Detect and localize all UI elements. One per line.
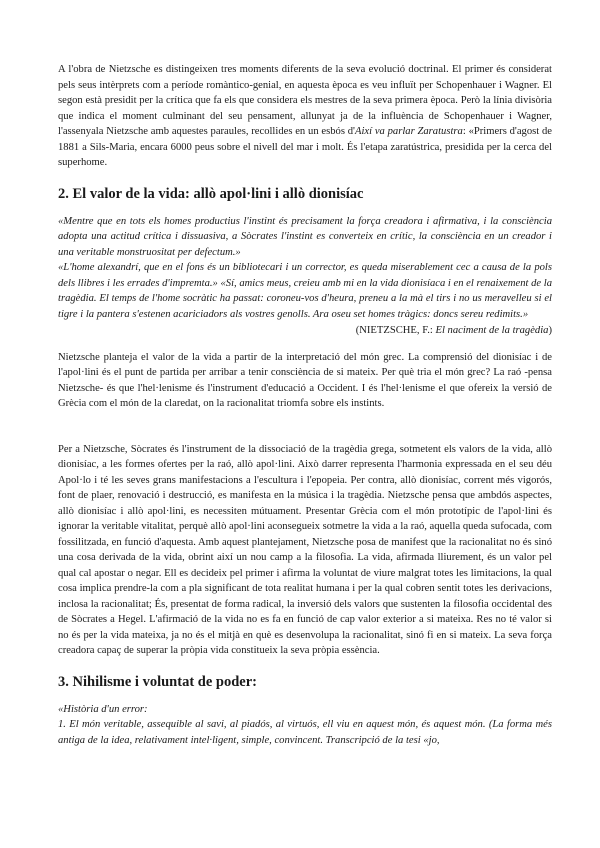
- intro-paragraph: [58, 62, 552, 171]
- section-2-heading: 2. El valor de la vida: allò apol·lini i allò dionisíac: [58, 185, 364, 202]
- paragraph-greek-world: Nietzsche planteja el valor de la vida a partir de la interpretació del món grec. La comprensió del dionisíac i de l'apol·lini és el punt de partida per arribar a tenir consciència de si mateix. Per què tria el món grec? La raó -pensa Nietzsche- és que l'hel·lenisme és l'instrument d'educació a Occident. I és l'hel·lenisme el que ofereix la versió de Grècia com el món de la claredat, on la racionalitat triomfa sobre els instints.: [58, 351, 552, 409]
- intro-text: A l'obra de Nietzsche es distingeixen tres moments diferents de la seva evolució doctrinal. El primer és considerat pels seus intèrprets com a període romàntico-genial, en aquesta època es veu influït per Schopenhauer i Wagner. El segon està presidit per la crítica que fa els que considera els mestres de la seva primera època. Però la línia divisòria que indica el moment culminant del seu pensament, allunyat ja de la influència de Schopenhauer i Wagner, l'assenyala Nietzsche amb aquestes paraules, recollides en un esbós d': [58, 64, 552, 137]
- intro-work-title: Així va parlar Zaratustra: [354, 126, 463, 137]
- quote-alexandrian: «L'home alexandrí, que en el fons és un bibliotecari i un corrector, es queda miserablement cec a causa de la pols dels llibres i les errades d'impremta.» «Sí, amics meus, creieu amb mi en la vida dionisíaca i en el renaixement de la tragèdia. El temps de l'home socràtic ha passat: coroneu-vos d'heura, preneu a la mà el tirs i no us meravelleu si el tigre i la pantera s'estenen acariciadors als vostres genolls. Ara oseu set homes tràgics: doncs sereu redimits.»: [58, 262, 552, 320]
- quote-socrates: «Mentre que en tots els homes productius l'instint és precisament la força creadora i afirmativa, i la consciència adopta una actitud crítica i dissuasiva, a Sòcrates l'instint es converteix en crític, la consciència en un creador i una veritable monstruositat per defectum.»: [58, 215, 552, 258]
- document-body: [58, 62, 552, 748]
- citation-author: (NIETZSCHE, F.:: [355, 325, 436, 336]
- quote-error-title: «Història d'un error:: [58, 703, 148, 715]
- quote-error-text: 1. El món veritable, assequible al savi, al piadós, al virtuós, ell viu en aquest món, és aquest món. (La forma més antiga de la idea, relativament intel·ligent, simple, convincent. Transcripció de la tesi «jo,: [58, 719, 552, 746]
- paragraph-socrates-tragedy: Per a Nietzsche, Sòcrates és l'instrument de la dissociació de la tragèdia grega, sotmetent els valors de la vida, allò dionisíac, a les formes ofertes per la raó, allò apol·lini. Això darrer representa l'harmonia expressada en el seu déu Apol·lo i té les seves grans manifestacions a l'escultura i l'epopeia. Per contra, allò dionisíac, corrent més vigorós, font de plaer, renovació i destrucció, es manifesta en la música i la tragèdia. Nietzsche pensa que ambdós aspectes, allò dionisíac i allò apol·lini, es necessiten mútuament. Presentar Grècia com el món prototípic de l'apol·lini és ignorar la veritable vitalitat, perquè allò apol·lini aconsegueix sotmetre la vida a la raó, aquella queda sufocada, com fossilitzada, en funció d'aquesta. Amb aquest plantejament, Nietzsche posa de manifest que la racionalitat no és sinó una cosa derivada de la vida, obrint així un nou camp a la filosofia. La vida, afirmada lliurement, és un valor pel qual cal apostar o negar. Ell es decideix pel primer i afirma la voluntat de viure malgrat totes les limitacions, la qual cosa implica prendre-la com a pla significant de tota realitat humana i per la qual cobren sentit totes les derivacions, inclosa la racionalitat; És, presentat de forma radical, la inversió dels valors que sustenten la filosofia occidental des de Sòcrates a Hegel. L'afirmació de la vida no es fa en funció de cap valor exterior a si mateixa. Res no té valor si no és per la vida mateixa, ja no és el mitjà en què es desenvolupa la racionalitat, sinó fi en si mateix. La seva força creadora capaç de superar la pròpia vida constitueix la seva pròpia essència.: [58, 443, 552, 656]
- intro-tail: : «Primers d'agost de 1881 a Sils-Maria, encara 6000 peus sobre el nivell del mar i molt. És l'etapa zaratústrica, presidida per la cerca del superhome.: [58, 126, 552, 168]
- citation: [58, 323, 552, 339]
- citation-work: El naciment de la tragèdia: [435, 325, 549, 336]
- section-3-heading: 3. Nihilisme i voluntat de poder:: [58, 673, 257, 690]
- citation-close: ): [548, 325, 552, 336]
